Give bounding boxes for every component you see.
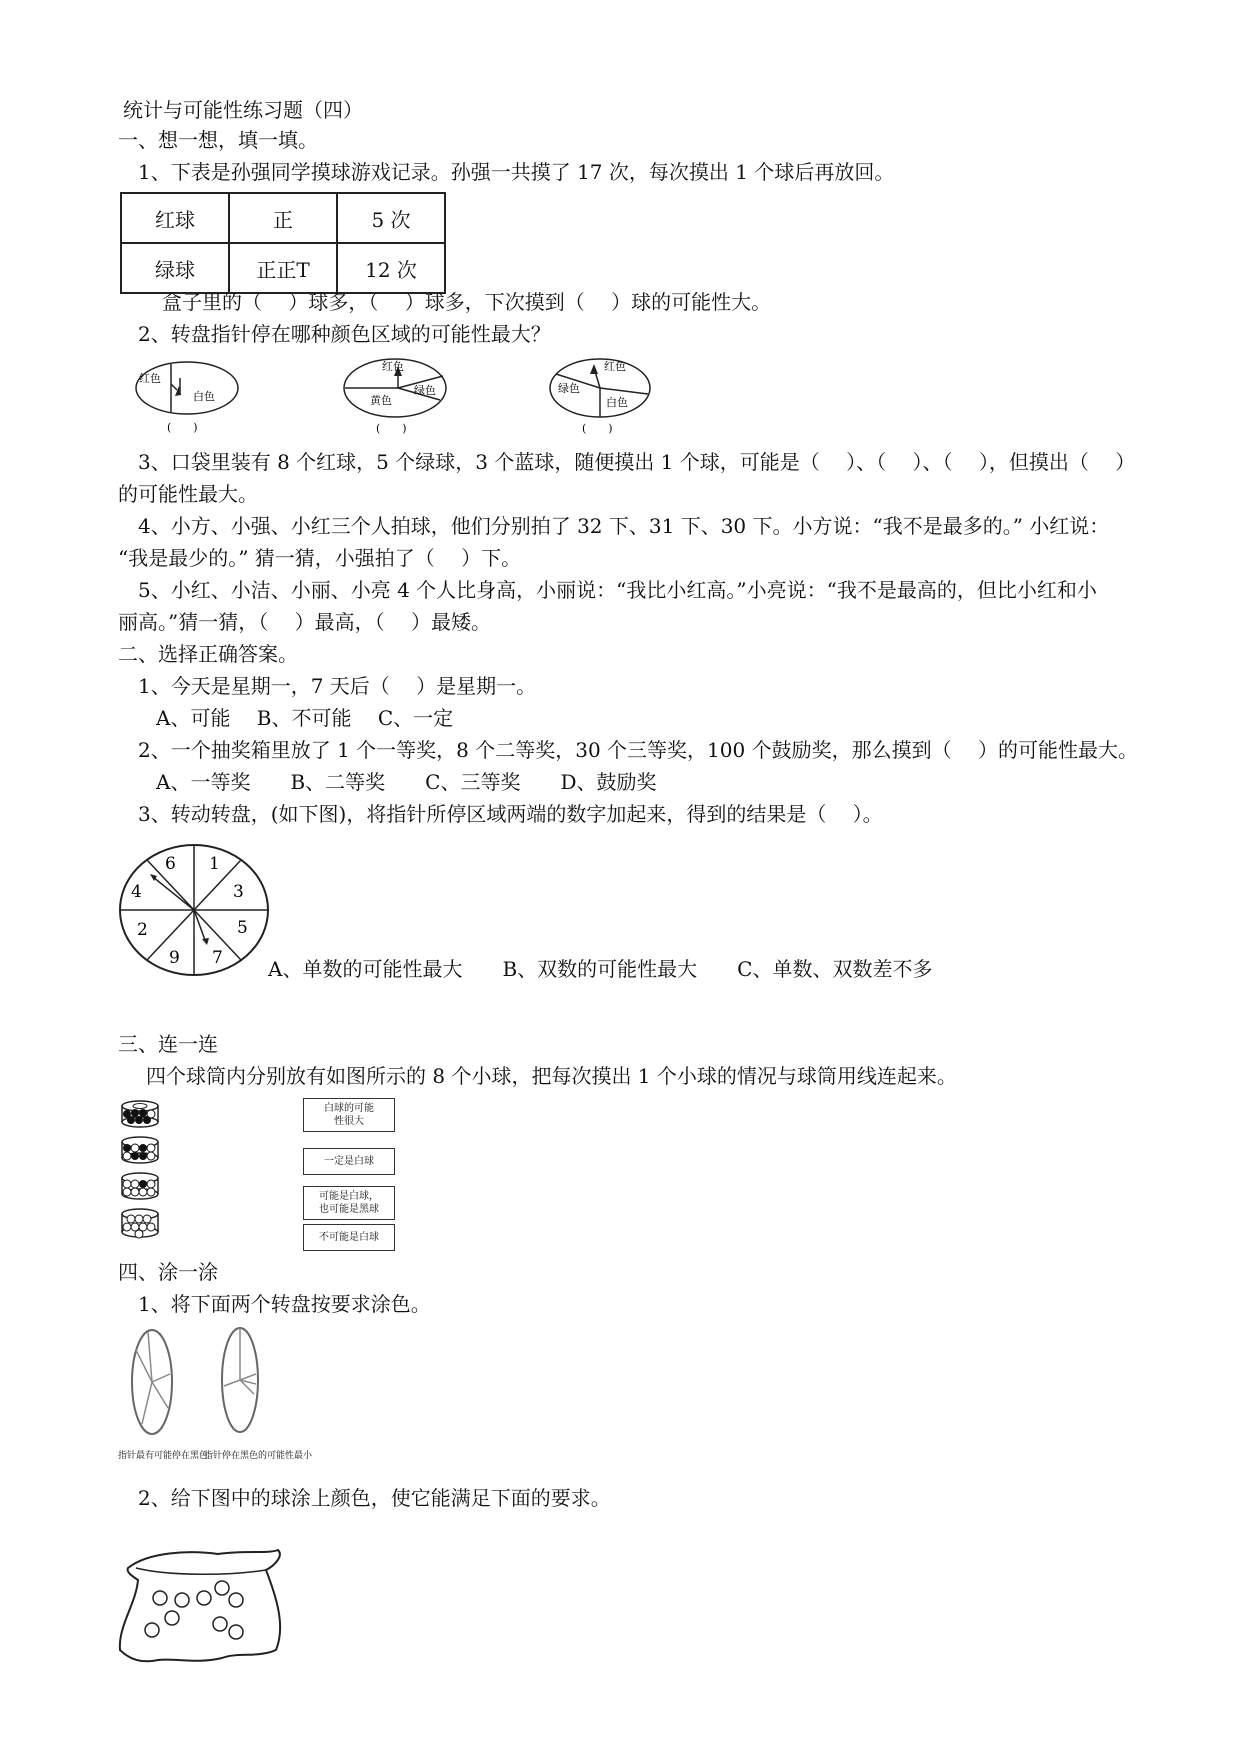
match-box-3-line2: 也可能是黑球 <box>319 1204 379 1215</box>
tube-2 <box>122 1137 158 1163</box>
section-4-heading: 四、涂一涂 <box>118 1260 218 1284</box>
section-2-q3-options: A、单数的可能性最大 B、双数的可能性最大 C、单数、双数差不多 <box>268 957 933 981</box>
match-box-4 <box>303 1224 395 1251</box>
wheel-number: 1 <box>209 854 220 874</box>
coloring-spinner-2-caption: 指针停在黑色的可能性最小 <box>204 1451 313 1461</box>
table-cell: 红球 <box>121 193 229 243</box>
wheel-number: 6 <box>165 854 176 874</box>
section-1-q2: 2、转盘指针停在哪种颜色区域的可能性最大？ <box>138 322 551 346</box>
section-2-q1-options: A、可能 B、不可能 C、一定 <box>156 706 454 730</box>
table-cell: 正 <box>229 193 337 243</box>
section-1-q1-fill: 盒子里的（ ）球多，（ ）球多，下次摸到（ ）球的可能性大。 <box>162 290 772 314</box>
page-title: 统计与可能性练习题（四） <box>123 98 363 122</box>
table-cell: 正正T <box>229 243 337 293</box>
match-box-3-line1: 可能是白球， <box>319 1191 379 1202</box>
tube-1 <box>122 1101 158 1127</box>
section-1-heading: 一、想一想，填一填。 <box>118 128 318 152</box>
wheel-number: 7 <box>212 948 223 968</box>
tube-4 <box>122 1209 158 1238</box>
spinner-3-answer: ( ) <box>582 422 613 435</box>
spinner-2-label-red: 红色 <box>382 360 404 373</box>
ball-bag <box>118 1546 288 1666</box>
section-1-q5-line1: 5、小红、小洁、小丽、小亮 4 个人比身高，小丽说：“我比小红高。”小亮说：“我不是最高的，但比小红和小 <box>138 578 1097 602</box>
table-row <box>121 243 445 293</box>
coloring-spinner-1 <box>128 1328 178 1440</box>
match-box-2-text: 一定是白球 <box>324 1156 374 1167</box>
section-1-q3-line1: 3、口袋里装有 8 个红球，5 个绿球，3 个蓝球，随便摸出 1 个球，可能是（ ）、（ ）、（ ），但摸出（ ） <box>138 450 1136 474</box>
wheel-number: 5 <box>237 918 248 938</box>
spinner-3 <box>548 354 668 438</box>
match-box-3 <box>303 1186 395 1220</box>
section-4-q1: 1、将下面两个转盘按要求涂色。 <box>138 1292 431 1316</box>
section-1-q3-line2: 的可能性最大。 <box>118 482 258 506</box>
coloring-spinner-1-caption: 指针最有可能停在黑色 <box>118 1451 209 1461</box>
spinner-3-label-white: 白色 <box>606 396 628 409</box>
table-row <box>121 193 445 243</box>
section-1-q4-line2: “我是最少的。” 猜一猜，小强拍了（ ）下。 <box>118 546 522 570</box>
spinner-2-label-green: 绿色 <box>414 384 436 397</box>
wheel-number: 3 <box>233 882 244 902</box>
table-cell: 12 次 <box>337 243 445 293</box>
section-1-q4-line1: 4、小方、小强、小红三个人拍球，他们分别拍了 32 下、31 下、30 下。小方说：“我不是最多的。” 小红说： <box>138 514 1110 538</box>
table-cell: 绿球 <box>121 243 229 293</box>
spinner-1-label-red: 红色 <box>139 372 161 385</box>
spinner-2-answer: ( ) <box>376 422 407 435</box>
tally-table <box>120 192 446 294</box>
coloring-spinner-2 <box>216 1326 266 1438</box>
table-cell: 5 次 <box>337 193 445 243</box>
match-box-1 <box>303 1098 395 1132</box>
ball-tubes <box>118 1098 178 1248</box>
spinner-3-label-red: 红色 <box>604 360 626 373</box>
match-box-2 <box>303 1148 395 1175</box>
spinner-1-answer: ( ) <box>167 421 198 434</box>
section-3-heading: 三、连一连 <box>118 1032 218 1056</box>
match-box-4-text: 不可能是白球 <box>319 1232 379 1243</box>
match-box-1-line1: 白球的可能 <box>324 1103 374 1114</box>
wheel-number: 4 <box>131 882 142 902</box>
tube-3 <box>122 1173 158 1199</box>
spinner-3-label-green: 绿色 <box>558 382 580 395</box>
section-2-q2-options: A、一等奖 B、二等奖 C、三等奖 D、鼓励奖 <box>156 770 657 794</box>
section-1-q1: 1、下表是孙强同学摸球游戏记录。孙强一共摸了 17 次，每次摸出 1 个球后再放回。 <box>138 160 895 184</box>
spinner-1 <box>131 356 251 436</box>
spinner-2-label-yellow: 黄色 <box>370 394 392 407</box>
section-1-q5-line2: 丽高。”猜一猜，（ ）最高，（ ）最矮。 <box>118 610 491 634</box>
number-wheel <box>117 843 273 979</box>
section-2-q3: 3、转动转盘，(如下图)，将指针所停区域两端的数字加起来，得到的结果是（ ）。 <box>138 802 883 826</box>
wheel-number: 9 <box>169 948 180 968</box>
match-box-1-line2: 性很大 <box>334 1116 364 1127</box>
section-2-q1: 1、今天是星期一，7 天后（ ）是星期一。 <box>138 674 537 698</box>
section-3-intro: 四个球筒内分别放有如图所示的 8 个小球，把每次摸出 1 个小球的情况与球筒用线连起来。 <box>146 1064 957 1088</box>
section-2-q2: 2、一个抽奖箱里放了 1 个一等奖，8 个二等奖，30 个三等奖，100 个鼓励奖，那么摸到（ ）的可能性最大。 <box>138 738 1138 762</box>
section-4-q2: 2、给下图中的球涂上颜色，使它能满足下面的要求。 <box>138 1486 611 1510</box>
section-2-heading: 二、选择正确答案。 <box>118 642 298 666</box>
spinner-1-label-white: 白色 <box>193 390 215 403</box>
spinner-2 <box>342 354 462 438</box>
wheel-number: 2 <box>137 920 148 940</box>
